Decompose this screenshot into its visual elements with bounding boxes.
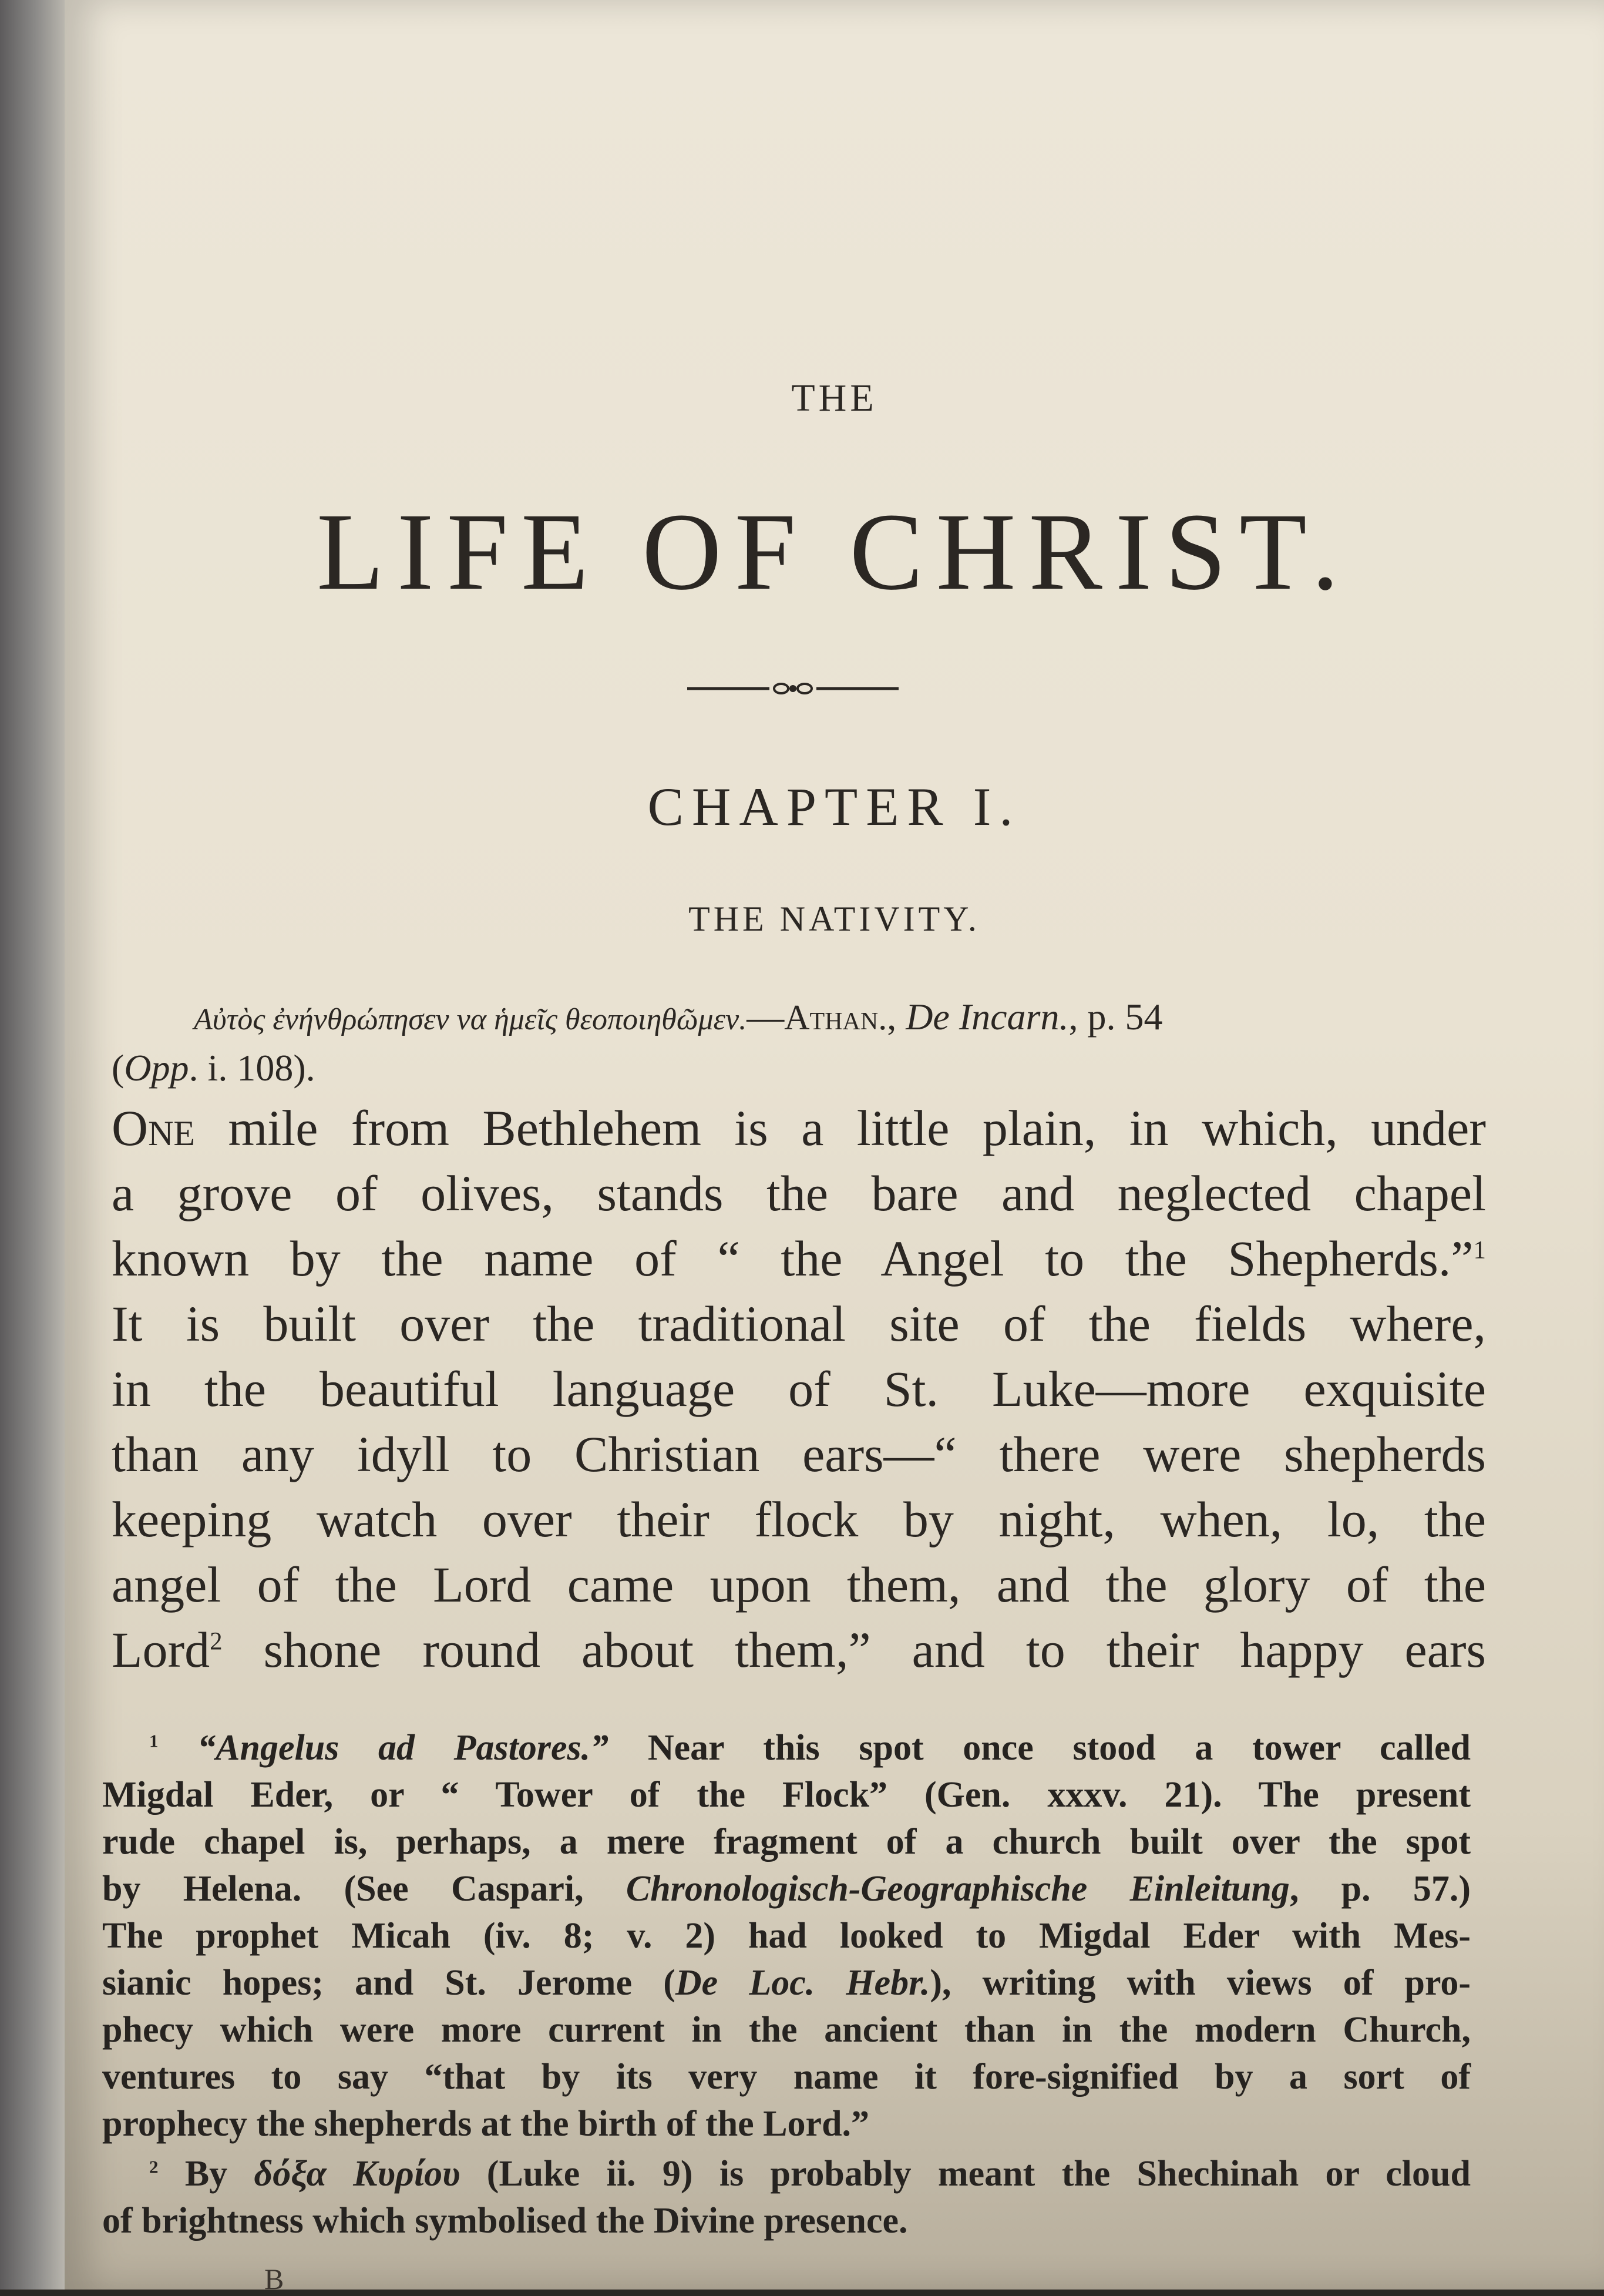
footnote-text: ), writing with views of pro- — [930, 1963, 1471, 2003]
footnote-text: rude chapel is, perhaps, a mere fragment of a church built over the spot — [102, 1822, 1471, 1862]
title-article: THE — [791, 377, 877, 419]
footnote-text: prophecy the shepherds at the birth of the Lord.” — [102, 2104, 870, 2144]
footnote-text: (Luke ii. 9) is probably meant the Shechinah or cloud — [460, 2154, 1471, 2194]
footnote-text: of brightness which symbolised the Divine presence. — [102, 2201, 908, 2241]
epigraph-opp-rest: . i. 108). — [189, 1047, 315, 1089]
footnote-marker-2: 2 — [149, 2156, 159, 2177]
footnote-2-line — [102, 2150, 1471, 2197]
chapter-heading: CHAPTER I. — [647, 777, 1021, 837]
drop-word: One — [112, 1100, 196, 1156]
chapter-subtitle: THE NATIVITY. — [688, 899, 980, 938]
body-line-text: Lord — [112, 1622, 210, 1678]
book-page — [65, 0, 1604, 2295]
epigraph-work: De Incarn. — [906, 996, 1069, 1038]
epigraph-opp-open: ( — [112, 1047, 125, 1089]
footnote-text: δόξα Κυρίου — [254, 2154, 460, 2194]
epigraph-greek: Αὐτὸς ἐνήνθρώπησεν να ἡμεῖς θεοποιηθῶμεν. — [194, 1003, 747, 1036]
body-line — [112, 1555, 1486, 1614]
footnote-1-line — [102, 2100, 1471, 2147]
footnote-text: Near this spot once stood a tower called — [608, 1728, 1471, 1768]
footnote-1-line — [102, 1912, 1471, 1959]
footnote-1-line — [102, 1865, 1471, 1912]
body-line — [112, 1164, 1486, 1223]
body-line — [112, 1099, 1486, 1157]
body-line-text: It is built over the traditional site of the fields where, — [112, 1295, 1486, 1352]
epigraph-sep: , — [887, 996, 906, 1038]
book-title: LIFE OF CHRIST. — [317, 490, 1352, 613]
epigraph — [112, 993, 1486, 1092]
epigraph-page: , p. 54 — [1068, 996, 1163, 1038]
footnote-1-line — [102, 1818, 1471, 1865]
footnote-text: The prophet Micah (iv. 8; v. 2) had looked to Migdal Eder with Mes- — [102, 1916, 1471, 1956]
body-line-text: angel of the Lord came upon them, and the glory of the — [112, 1556, 1486, 1613]
footnote-text: by Helena. (See Caspari, — [102, 1869, 626, 1909]
body-line — [112, 1620, 1486, 1679]
footnote-1-line — [102, 1724, 1471, 1771]
body-line — [112, 1490, 1486, 1549]
body-line — [112, 1425, 1486, 1483]
footnote-2-line — [102, 2197, 1471, 2244]
body-line-text: shone round about them,” and to their happy ears — [222, 1622, 1486, 1678]
body-line-text: than any idyll to Christian ears—“ there were shepherds — [112, 1426, 1486, 1482]
body-line — [112, 1294, 1486, 1353]
footnote-text: By — [158, 2154, 254, 2194]
footnote-ref-1[interactable]: 1 — [1473, 1236, 1486, 1264]
footnote-text: phecy which were more current in the ancient than in the modern Church, — [102, 2010, 1471, 2050]
signature-mark: B — [264, 2263, 284, 2295]
footnote-1-line — [102, 1771, 1471, 1818]
footnote-text: De Loc. Hebr. — [675, 1963, 930, 2003]
book-spine-edge — [0, 0, 65, 2290]
footnote-text: Migdal Eder, or “ Tower of the Flock” (Gen. xxxv. 21). The present — [102, 1775, 1471, 1815]
epigraph-author: Athan. — [784, 998, 887, 1037]
footnote-ref-2[interactable]: 2 — [210, 1627, 223, 1656]
body-line-text: in the beautiful language of St. Luke—more exquisite — [112, 1361, 1486, 1417]
body-line-text: known by the name of “ the Angel to the Shepherds.” — [112, 1230, 1474, 1287]
footnote-text: “Angelus ad Pastores.” — [197, 1728, 609, 1768]
epigraph-dash: — — [746, 996, 785, 1038]
footnote-text: Chronologisch-Geographische Einleitung — [626, 1869, 1290, 1909]
footnote-1-line — [102, 2006, 1471, 2053]
body-line-text: keeping watch over their flock by night, when, lo, the — [112, 1491, 1486, 1548]
footnote-text: sianic hopes; and St. Jerome ( — [102, 1963, 675, 2003]
body-line-text: a grove of olives, stands the bare and neglected chapel — [112, 1165, 1486, 1221]
epigraph-opp: Opp — [124, 1047, 189, 1089]
footnote-1-line — [102, 2053, 1471, 2100]
footnote-text: ventures to say “that by its very name it fore-signified by a sort of — [102, 2057, 1471, 2097]
ornament-divider-icon — [687, 677, 899, 700]
body-line — [112, 1229, 1486, 1288]
footnote-1-line — [102, 1959, 1471, 2006]
body-line — [112, 1360, 1486, 1418]
body-line-text: mile from Bethlehem is a little plain, in which, under — [195, 1100, 1486, 1156]
footnote-text: , p. 57.) — [1289, 1869, 1471, 1909]
footnote-marker-1: 1 — [149, 1730, 159, 1751]
